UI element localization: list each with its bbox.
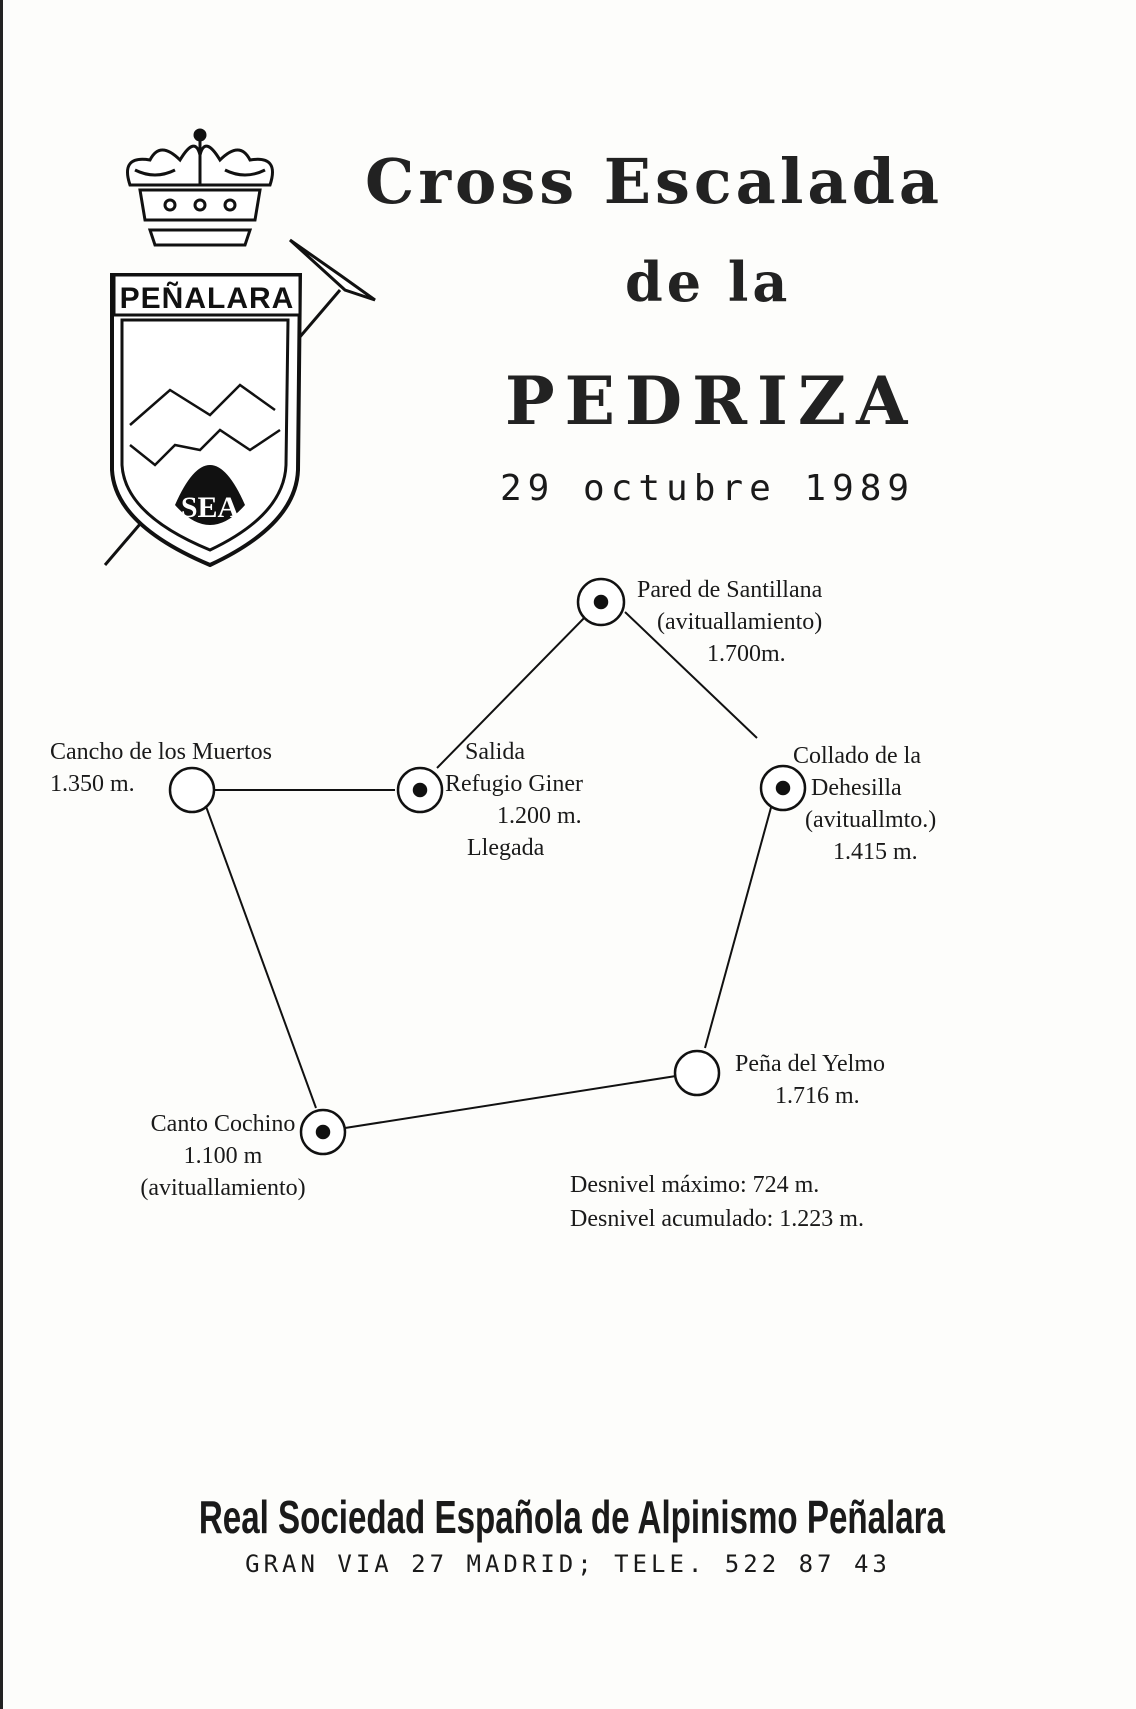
route-segment-3 [705,782,778,1048]
emblem-badge: SEA [180,491,240,524]
checkpoint-collado-note: (avituallmto.) [805,807,937,833]
elevation-stats [570,1168,864,1236]
checkpoint-cancho-altitude: 1.350 m. [50,771,135,797]
event-title-line-2: de la [625,250,792,314]
checkpoint-pared-name: Pared de Santillana [637,577,823,603]
start-label: Salida [465,739,525,765]
checkpoint-pared-label [637,574,822,670]
checkpoint-pared-altitude: 1.700m. [707,641,786,667]
checkpoint-collado-dot [777,782,789,794]
checkpoint-yelmo-name: Peña del Yelmo [735,1051,885,1077]
organization-address: GRAN VIA 27 MADRID; TELE. 522 87 43 [245,1550,891,1578]
checkpoint-canto-altitude: 1.100 m [183,1143,263,1169]
checkpoint-collado-label [793,740,936,868]
start-altitude: 1.200 m. [497,803,582,829]
finish-label: Llegada [467,835,545,861]
checkpoint-collado-altitude: 1.415 m. [833,839,918,865]
start-location: Refugio Giner [445,771,583,797]
organization-name: Real Sociedad Española de Alpinismo Peñalara [198,1491,945,1543]
max-elevation-drop: Desnivel máximo: 724 m. [570,1172,820,1198]
route-segment-4 [345,1076,676,1128]
start-finish-label [445,736,583,864]
checkpoint-pared-dot [595,596,607,608]
checkpoint-yelmo-marker [675,1051,719,1095]
checkpoint-canto-note: (avituallamiento) [140,1175,306,1201]
checkpoint-collado-name-2: Dehesilla [811,775,902,801]
shield-icon [112,275,300,565]
checkpoint-cancho-name: Cancho de los Muertos [50,739,272,765]
route-segment-5 [200,790,316,1108]
checkpoint-canto-name: Canto Cochino [150,1111,296,1137]
event-title-line-1: Cross Escalada [365,145,944,218]
checkpoint-pared-note: (avituallamiento) [657,609,823,635]
penalara-emblem [100,125,400,575]
emblem-name: PEÑALARA [119,282,295,315]
checkpoint-canto-label [108,1108,338,1204]
start-finish-dot [414,784,426,796]
route-map [0,560,1136,1260]
checkpoint-cancho-label [50,736,272,800]
event-date: 29 octubre 1989 [500,468,916,509]
checkpoint-collado-name: Collado de la [793,743,921,769]
event-title-line-3: PEDRIZA [505,362,918,440]
checkpoint-yelmo-label [735,1048,885,1112]
total-elevation-gain: Desnivel acumulado: 1.223 m. [570,1206,864,1232]
crown-icon [128,130,273,245]
checkpoint-yelmo-altitude: 1.716 m. [775,1083,860,1109]
